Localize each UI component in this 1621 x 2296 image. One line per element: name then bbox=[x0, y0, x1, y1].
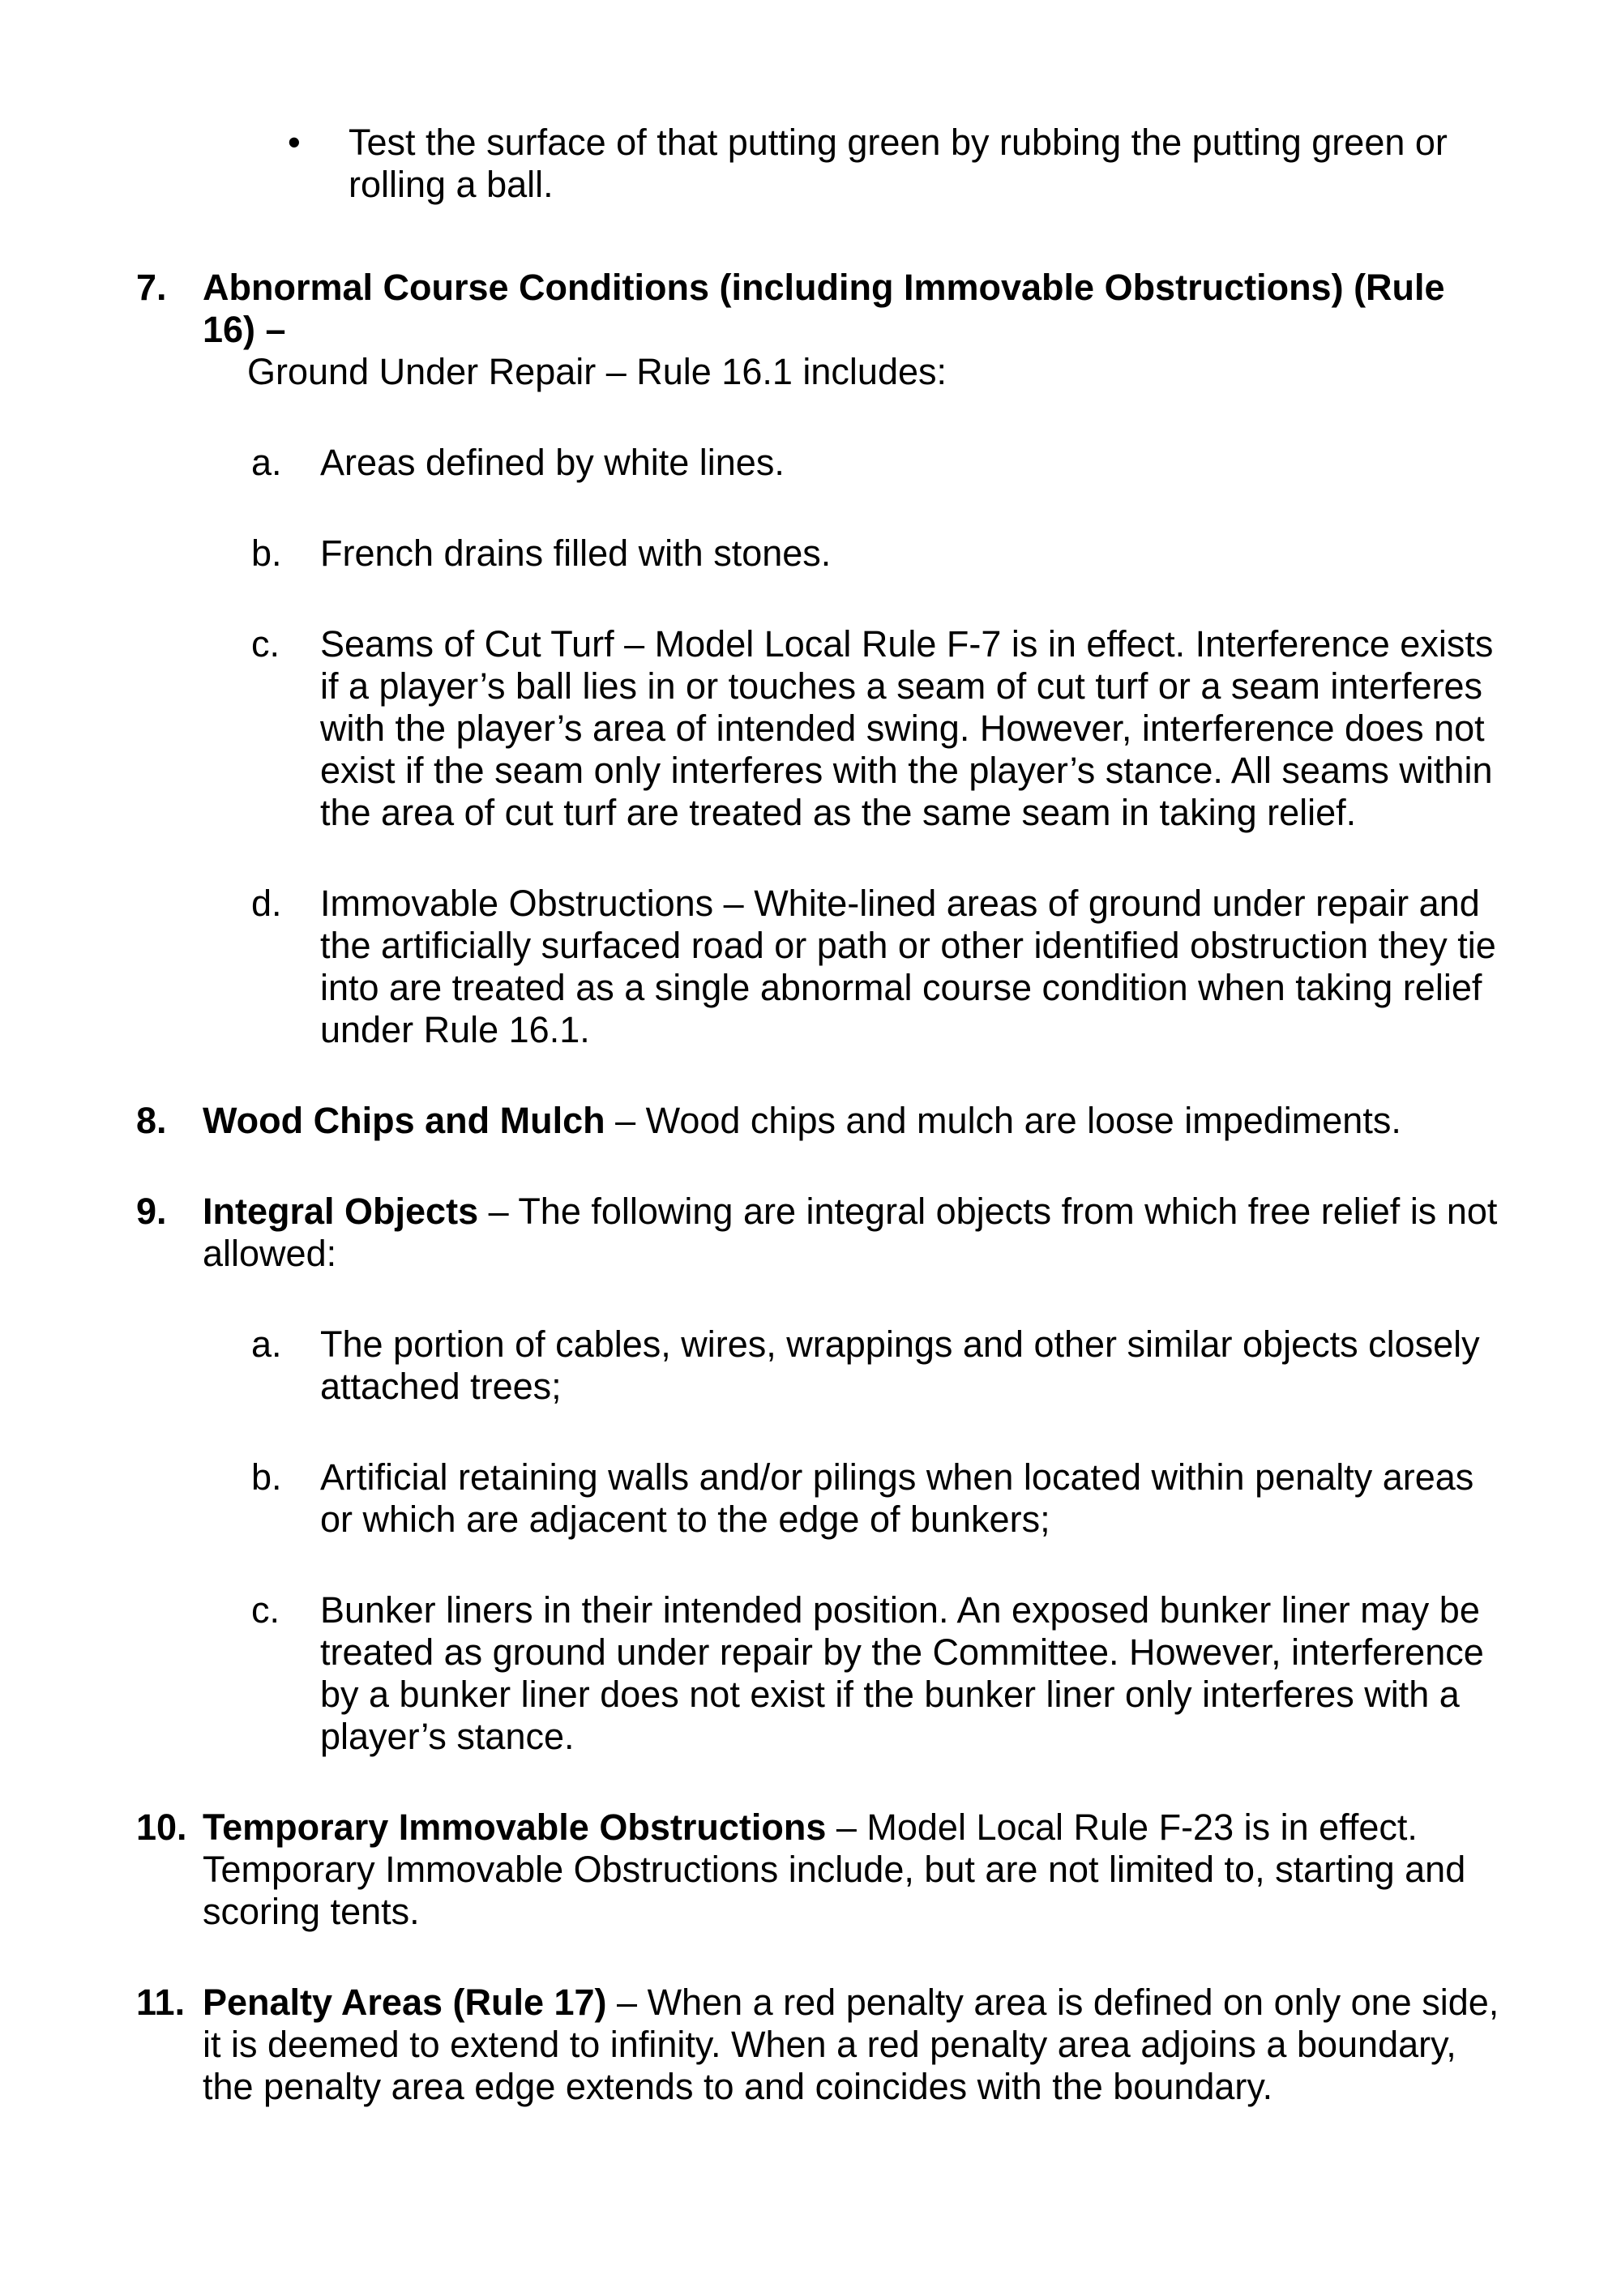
sub-item-marker: d. bbox=[251, 883, 282, 924]
sub-item-marker: a. bbox=[251, 1323, 282, 1365]
sub-item-text: Seams of Cut Turf – Model Local Rule F-7 is in effect. Interference exists if a player’s ball lies in or touches a seam of cut turf or a seam interferes with the player’s area of intended swing. However, interference does not exist if the seam only interferes with the player’s stance. All seams within the area of cut turf are treated as the same seam in taking relief. bbox=[320, 623, 1494, 833]
item-text: – Wood chips and mulch are loose impediments. bbox=[605, 1100, 1401, 1141]
item-body bbox=[203, 1100, 1508, 1142]
rule-item-8 bbox=[136, 1100, 1508, 1142]
item-number: 7. bbox=[136, 267, 167, 308]
sub-item-9b bbox=[251, 1456, 1508, 1541]
sub-item-7d bbox=[251, 883, 1508, 1051]
bullet-item-text: Test the surface of that putting green by rubbing the putting green or rolling a ball. bbox=[349, 122, 1448, 205]
sub-item-marker: b. bbox=[251, 532, 282, 574]
sub-item-list bbox=[203, 1323, 1508, 1758]
item-body bbox=[203, 1806, 1508, 1933]
sub-item-text: The portion of cables, wires, wrappings and other similar objects closely attached trees; bbox=[320, 1323, 1480, 1407]
item-bold-lead: Wood Chips and Mulch bbox=[203, 1100, 605, 1141]
sub-item-list bbox=[203, 442, 1508, 1051]
item-heading: Abnormal Course Conditions (including Immovable Obstructions) (Rule 16) – bbox=[203, 267, 1445, 350]
bullet-list-item bbox=[288, 122, 1508, 206]
item-intro: Ground Under Repair – Rule 16.1 includes: bbox=[247, 351, 947, 392]
item-number: 10. bbox=[136, 1806, 187, 1848]
rule-item-10 bbox=[136, 1806, 1508, 1933]
sub-item-text: Bunker liners in their intended position. An exposed bunker liner may be treated as ground under repair by the Committee. However, interference by a bunker liner does not exist if the bunker liner only interferes with a player’s stance. bbox=[320, 1589, 1484, 1757]
item-text: – Model Local Rule F-23 is in effect. Temporary Immovable Obstructions include, but are not limited to, starting and scoring tents. bbox=[203, 1806, 1466, 1932]
item-body bbox=[203, 1191, 1508, 1275]
item-number: 9. bbox=[136, 1191, 167, 1232]
item-body bbox=[203, 1982, 1508, 2108]
rule-item-7 bbox=[136, 267, 1508, 1051]
sub-item-marker: c. bbox=[251, 1589, 280, 1631]
sub-item-marker: a. bbox=[251, 442, 282, 483]
sub-item-text: Immovable Obstructions – White-lined areas of ground under repair and the artificially surfaced road or path or other identified obstruction they tie into are treated as a single abnormal course condition when taking relief under Rule 16.1. bbox=[320, 883, 1496, 1050]
sub-item-text: French drains filled with stones. bbox=[320, 532, 832, 574]
sub-item-marker: c. bbox=[251, 623, 280, 665]
rule-item-11 bbox=[136, 1982, 1508, 2108]
sub-item-text: Areas defined by white lines. bbox=[320, 442, 785, 483]
item-text: – The following are integral objects from which free relief is not allowed: bbox=[203, 1191, 1498, 1274]
sub-item-9a bbox=[251, 1323, 1508, 1408]
item-bold-lead: Integral Objects bbox=[203, 1191, 479, 1232]
item-text: – When a red penalty area is defined on only one side, it is deemed to extend to infinity. When a red penalty area adjoins a boundary, the penalty area edge extends to and coincides with the boundary. bbox=[203, 1982, 1499, 2107]
sub-item-9c bbox=[251, 1589, 1508, 1758]
sub-item-7a bbox=[251, 442, 1508, 484]
sub-item-marker: b. bbox=[251, 1456, 282, 1498]
item-bold-lead: Temporary Immovable Obstructions bbox=[203, 1806, 827, 1848]
item-number: 8. bbox=[136, 1100, 167, 1141]
sub-item-7b bbox=[251, 532, 1508, 575]
item-bold-lead: Penalty Areas (Rule 17) bbox=[203, 1982, 607, 2023]
rule-item-9 bbox=[136, 1191, 1508, 1758]
sub-item-text: Artificial retaining walls and/or pilings when located within penalty areas or which are adjacent to the edge of bunkers; bbox=[320, 1456, 1474, 1540]
item-number: 11. bbox=[136, 1982, 186, 2023]
sub-item-7c bbox=[251, 623, 1508, 834]
bullet-icon: • bbox=[288, 122, 301, 163]
